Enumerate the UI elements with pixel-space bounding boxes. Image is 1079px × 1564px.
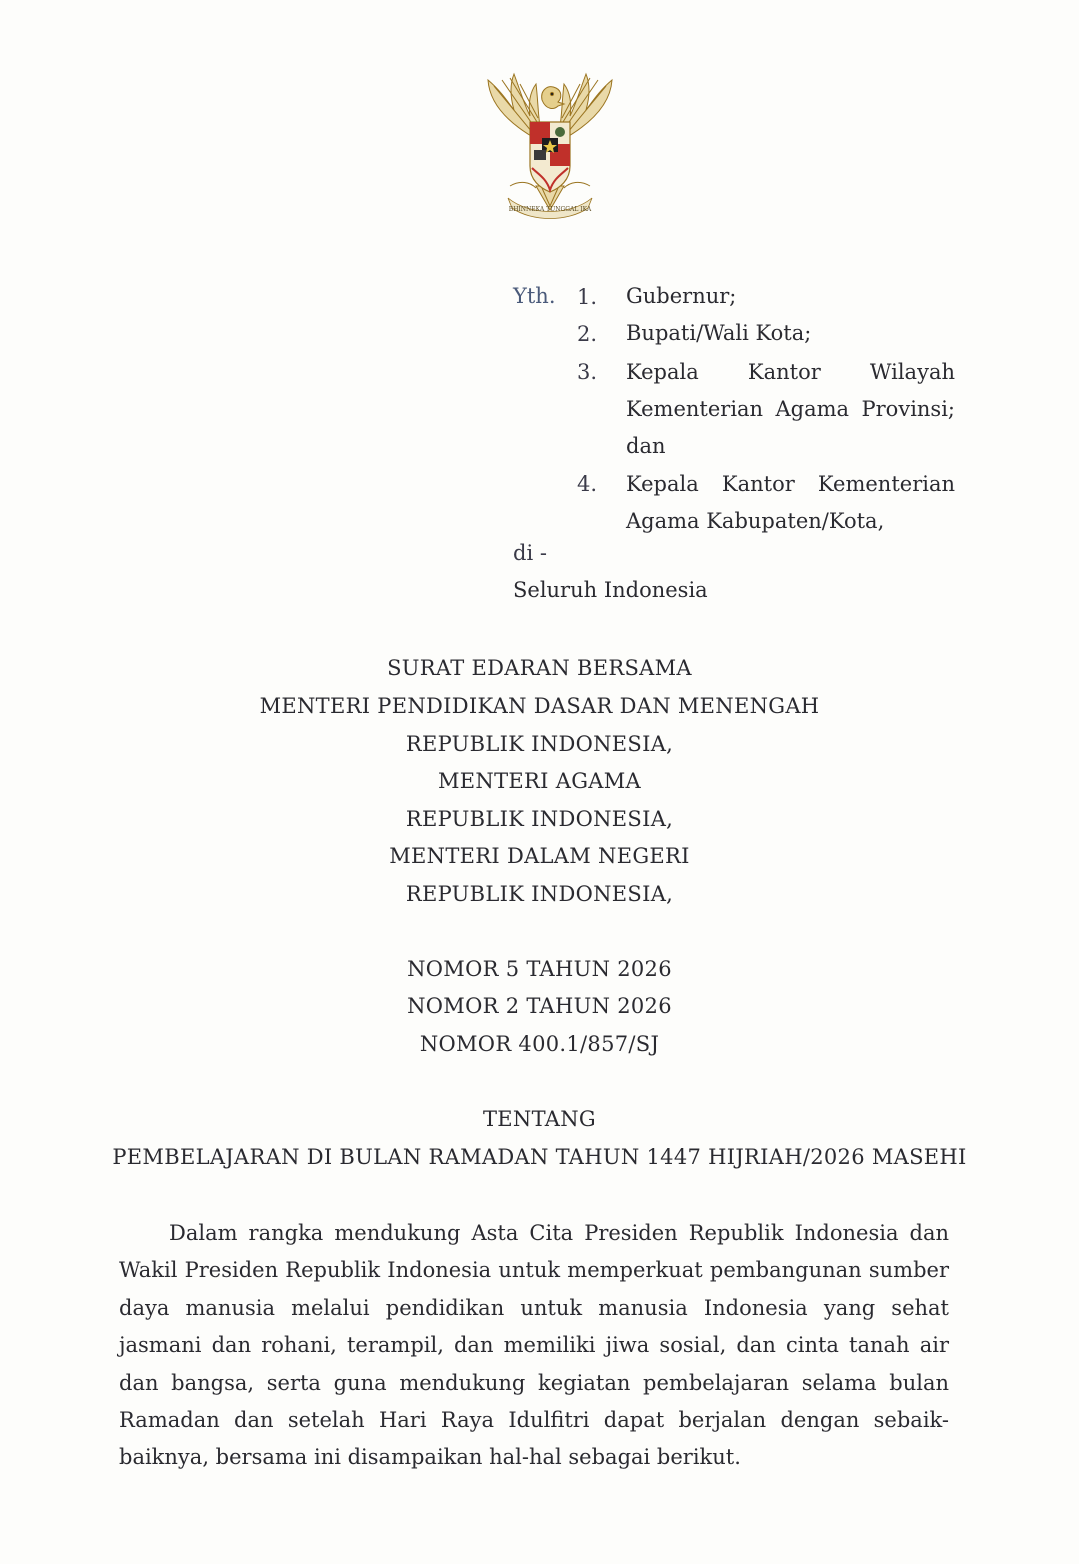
tentang-label: TENTANG	[483, 1107, 596, 1131]
recipient-2-line: Bupati/Wali Kota;	[626, 321, 812, 345]
heading-line-6: MENTERI DALAM NEGERI	[389, 844, 690, 868]
shield-icon	[530, 122, 570, 192]
recipient-number-2: 2.	[576, 322, 597, 346]
yth-label: Yth.	[513, 284, 556, 308]
body-paragraph: Dalam rangka mendukung Asta Cita Presiden Republik Indonesia dan Wakil Presiden Republik Indonesia untuk memperkuat pembangunan sumber daya manusia melalui pendidikan untuk manusia Indonesia yang sehat jasmani dan rohani, terampil, dan memiliki jiwa sosial, dan cinta tanah air dan bangsa, serta guna mendukung kegiatan pembelajaran selama bulan Ramadan dan setelah Hari Raya Idulfitri dapat berjalan dengan sebaik-baiknya, bersama ini disampaikan hal-hal sebagai berikut.	[119, 1221, 949, 1470]
subject-line: PEMBELAJARAN DI BULAN RAMADAN TAHUN 1447 HIJRIAH/2026 MASEHI	[112, 1145, 967, 1169]
recipient-1	[626, 278, 955, 315]
recipient-number-1: 1.	[576, 285, 597, 309]
di-label: di -	[513, 541, 547, 565]
heading-line-7: REPUBLIK INDONESIA,	[405, 882, 674, 906]
heading-line-2: MENTERI PENDIDIKAN DASAR DAN MENENGAH	[259, 694, 820, 718]
recipient-number-4: 4.	[576, 472, 597, 496]
recipient-3-line-3: dan	[626, 434, 666, 458]
recipient-4	[626, 466, 955, 540]
recipient-4-line-1: Kepala Kantor Kementerian	[626, 472, 955, 496]
document-number-2: NOMOR 2 TAHUN 2026	[407, 994, 672, 1018]
recipient-3-line-2: Kementerian Agama Provinsi;	[626, 397, 955, 421]
document-number-1: NOMOR 5 TAHUN 2026	[407, 957, 672, 981]
heading-line-4: MENTERI AGAMA	[438, 769, 641, 793]
motto-text: BHINNEKA TUNGGAL IKA	[508, 206, 592, 213]
recipient-1-line: Gubernur;	[626, 284, 737, 308]
recipient-place: Seluruh Indonesia	[513, 578, 708, 602]
recipient-2	[626, 315, 955, 352]
heading-line-5: REPUBLIK INDONESIA,	[405, 807, 674, 831]
recipient-3	[626, 354, 955, 465]
recipient-4-line-2: Agama Kabupaten/Kota,	[626, 509, 885, 533]
garuda-emblem	[480, 70, 620, 222]
heading-line-1: SURAT EDARAN BERSAMA	[387, 656, 692, 680]
heading-line-3: REPUBLIK INDONESIA,	[405, 732, 674, 756]
document-number-3: NOMOR 400.1/857/SJ	[419, 1032, 660, 1056]
recipient-3-line-1: Kepala Kantor Wilayah	[626, 360, 955, 384]
recipient-number-3: 3.	[576, 360, 597, 384]
